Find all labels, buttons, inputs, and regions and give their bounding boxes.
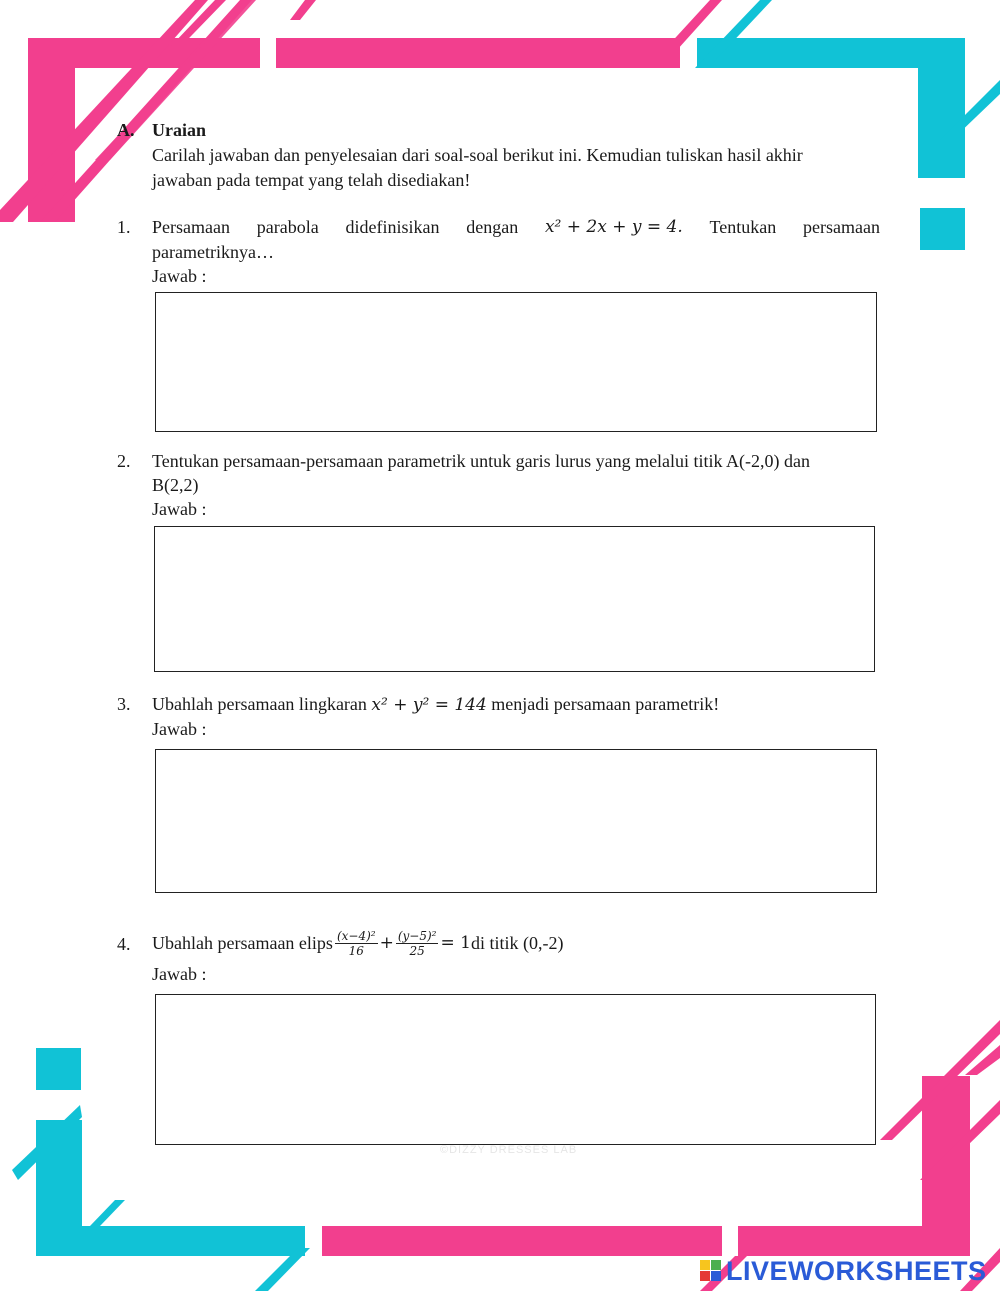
question-3-prefix: Ubahlah persamaan lingkaran xyxy=(152,694,372,714)
question-4-plus: + xyxy=(379,933,394,953)
question-1-word: persamaan xyxy=(803,217,880,237)
question-4-fraction-1-numerator: (x−4)² xyxy=(336,928,376,943)
question-2-line-2: B(2,2) xyxy=(152,475,199,495)
question-4-prefix: Ubahlah persamaan elips xyxy=(152,933,333,953)
question-4-number: 4. xyxy=(117,934,131,954)
question-1-word: Persamaan xyxy=(152,217,230,237)
question-1-word: Tentukan xyxy=(709,217,777,237)
question-4-suffix: di titik (0,-2) xyxy=(470,933,564,953)
question-1-answer-label: Jawab : xyxy=(152,266,207,286)
question-1-word: didefinisikan xyxy=(345,217,440,237)
question-4-fraction-2-numerator: (y−5)² xyxy=(397,928,437,943)
question-3-answer-label: Jawab : xyxy=(152,719,207,739)
question-4-text xyxy=(152,922,563,964)
question-1-line-2: parametriknya… xyxy=(152,242,274,262)
question-4-answer-label: Jawab : xyxy=(152,964,207,984)
liveworksheets-logo-icon xyxy=(700,1260,722,1282)
watermark-text: ©DIZZY DRESSES LAB xyxy=(440,1144,578,1156)
question-1-equation: x² + 2x + y = 4. xyxy=(544,217,683,237)
liveworksheets-brand[interactable] xyxy=(700,1254,987,1288)
question-4-equals: = 1 xyxy=(440,933,471,953)
question-1-number: 1. xyxy=(117,217,131,237)
question-3-answer-box[interactable] xyxy=(155,749,877,893)
question-4-fraction-1 xyxy=(335,929,378,958)
section-intro-line-1: Carilah jawaban dan penyelesaian dari soal-soal berikut ini. Kemudian tuliskan hasil akhir xyxy=(152,145,803,165)
question-3-equation: x² + y² = 144 xyxy=(371,695,487,715)
question-3-suffix: menjadi persamaan parametrik! xyxy=(486,694,720,714)
question-4-fraction-1-denominator: 16 xyxy=(348,943,364,958)
question-1-word: parabola xyxy=(256,217,319,237)
question-2-answer-label: Jawab : xyxy=(152,499,207,519)
question-4-answer-box[interactable] xyxy=(155,994,876,1145)
question-4-fraction-2-denominator: 25 xyxy=(409,943,425,958)
liveworksheets-wordmark: LIVEWORKSHEETS xyxy=(726,1255,987,1286)
question-3-text xyxy=(152,692,719,717)
question-4-fraction-2 xyxy=(396,929,439,958)
section-title: Uraian xyxy=(152,120,206,140)
question-2-line-1: Tentukan persamaan-persamaan parametrik untuk garis lurus yang melalui titik A(-2,0) dan xyxy=(152,451,811,471)
section-letter: A. xyxy=(117,120,135,140)
question-1-answer-box[interactable] xyxy=(155,292,877,432)
question-2-answer-box[interactable] xyxy=(154,526,875,672)
question-2-number: 2. xyxy=(117,451,131,471)
question-1-word: dengan xyxy=(466,217,519,237)
section-intro-line-2: jawaban pada tempat yang telah disediakan! xyxy=(152,170,471,190)
question-3-number: 3. xyxy=(117,694,131,714)
question-1-line-1 xyxy=(152,215,880,239)
